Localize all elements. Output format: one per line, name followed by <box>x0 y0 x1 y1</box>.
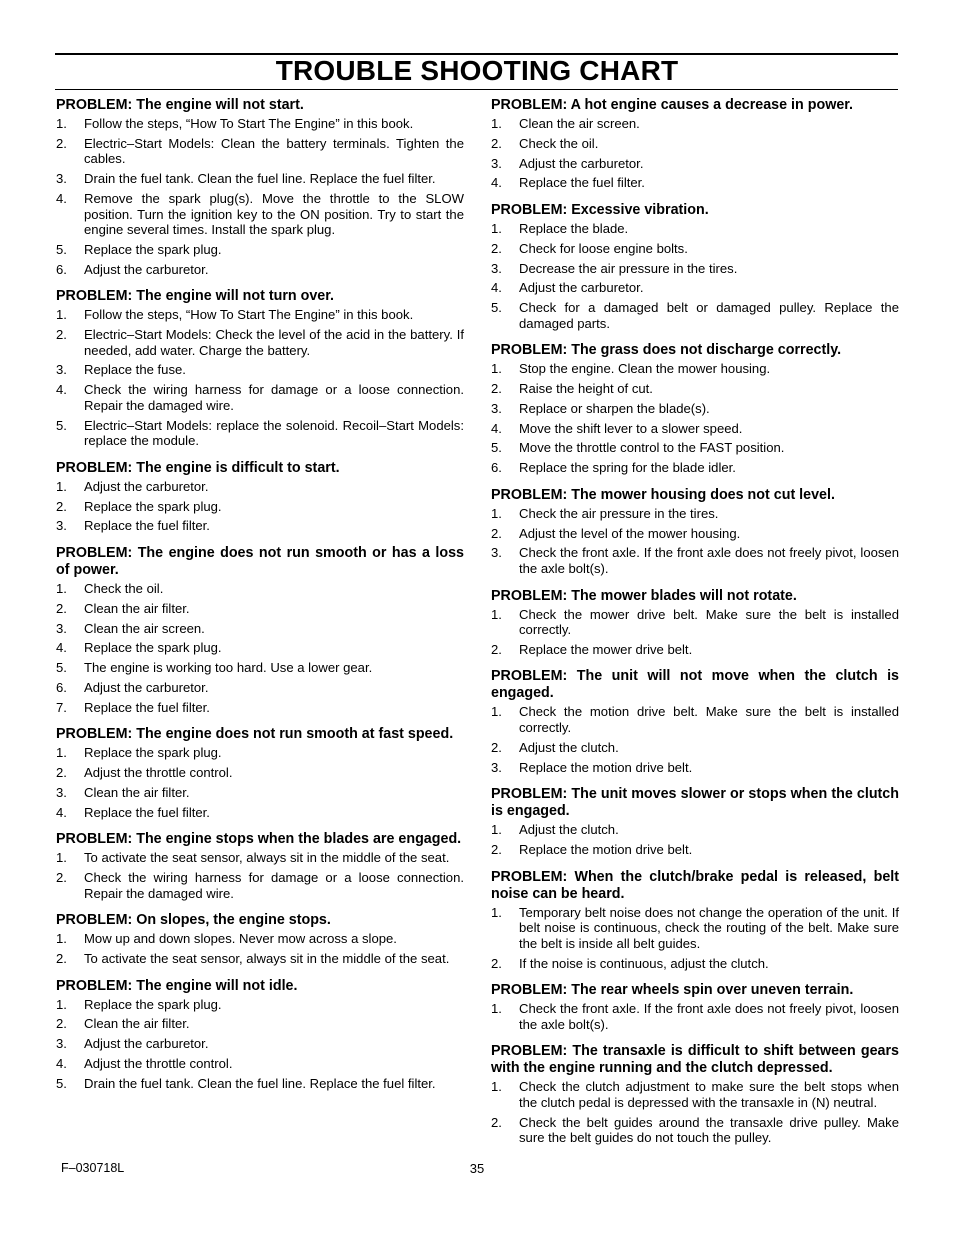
solution-item <box>491 740 899 756</box>
solution-number: 2. <box>56 869 67 885</box>
solution-item <box>56 850 464 866</box>
solution-number: 2. <box>491 240 502 256</box>
solution-item <box>56 700 464 716</box>
problem-heading: PROBLEM: The rear wheels spin over uneven terrain. <box>491 982 854 999</box>
solution-list <box>491 704 899 775</box>
solution-item <box>56 581 464 597</box>
solution-text: Adjust the carburetor. <box>84 679 209 695</box>
solution-text: Check the wiring harness for damage or a loose connection. Repair the damaged wire. <box>84 382 464 413</box>
solution-number: 3. <box>491 400 502 416</box>
solution-item <box>56 805 464 821</box>
solution-item <box>56 997 464 1013</box>
solution-list <box>56 997 464 1092</box>
solution-item <box>56 1076 464 1092</box>
solution-number: 3. <box>56 362 67 378</box>
solution-number: 5. <box>56 660 67 676</box>
solution-number: 3. <box>56 784 67 800</box>
problem-section <box>56 726 464 820</box>
problem-heading: PROBLEM: The grass does not discharge correctly. <box>491 342 842 359</box>
solution-list <box>56 931 464 966</box>
solution-text: Adjust the throttle control. <box>84 1055 233 1071</box>
solution-list <box>491 1001 899 1032</box>
solution-number: 4. <box>491 420 502 436</box>
solution-list <box>491 221 899 331</box>
solution-item <box>491 116 899 132</box>
solution-item <box>56 621 464 637</box>
solution-number: 1. <box>56 478 67 494</box>
problem-heading: PROBLEM: The engine does not run smooth at fast speed. <box>56 726 454 743</box>
solution-text: Check the mower drive belt. Make sure the belt is installed correctly. <box>519 606 899 638</box>
solution-item <box>56 327 464 358</box>
solution-text: To activate the seat sensor, always sit in the middle of the seat. <box>84 950 450 966</box>
solution-number: 4. <box>56 190 67 206</box>
problem-section <box>491 668 899 775</box>
solution-item <box>491 221 899 237</box>
solution-number: 6. <box>56 261 67 277</box>
solution-number: 2. <box>491 641 502 657</box>
solution-list <box>491 506 899 577</box>
problem-section <box>491 786 899 857</box>
solution-number: 2. <box>56 950 67 966</box>
solution-text: Adjust the carburetor. <box>519 155 644 171</box>
problem-heading: PROBLEM: The mower blades will not rotate. <box>491 587 797 604</box>
solution-item <box>56 382 464 413</box>
solution-item <box>56 191 464 238</box>
solution-text: Adjust the carburetor. <box>84 261 209 277</box>
solution-text: Check the oil. <box>84 580 164 596</box>
solution-text: Remove the spark plug(s). Move the throttle to the SLOW position. Turn the ignition key to the ON position. Try to start the engine several times. Install the spark plug. <box>84 190 464 238</box>
solution-item <box>491 261 899 277</box>
solution-number: 1. <box>491 1079 502 1095</box>
solution-text: Electric–Start Models: Clean the battery terminals. Tighten the cables. <box>84 135 464 167</box>
solution-item <box>56 362 464 378</box>
solution-number: 6. <box>56 679 67 695</box>
solution-item <box>491 506 899 522</box>
problem-section <box>491 1043 899 1146</box>
problem-section <box>491 97 899 191</box>
solution-item <box>56 601 464 617</box>
solution-list <box>56 850 464 901</box>
solution-number: 1. <box>491 1001 502 1017</box>
solution-number: 2. <box>491 525 502 541</box>
solution-number: 2. <box>491 739 502 755</box>
solution-text: If the noise is continuous, adjust the clutch. <box>519 955 769 971</box>
solution-number: 3. <box>491 759 502 775</box>
solution-text: Adjust the throttle control. <box>84 765 233 780</box>
solution-list <box>491 822 899 857</box>
page-title: TROUBLE SHOOTING CHART <box>275 55 679 86</box>
solution-number: 5. <box>56 1075 67 1091</box>
solution-item <box>56 785 464 801</box>
solution-item <box>491 842 899 858</box>
solution-text: Adjust the carburetor. <box>84 478 209 494</box>
solution-text: Clean the air screen. <box>84 620 205 636</box>
solution-text: Adjust the clutch. <box>519 822 619 838</box>
solution-item <box>491 381 899 397</box>
solution-number: 1. <box>56 931 67 947</box>
solution-number: 4. <box>56 382 67 398</box>
solution-text: Mow up and down slopes. Never mow across a slope. <box>84 931 397 947</box>
solution-number: 5. <box>56 241 67 257</box>
problem-section <box>56 288 464 449</box>
problem-heading: PROBLEM: The engine is difficult to start. <box>56 459 340 476</box>
solution-number: 1. <box>491 505 502 521</box>
solution-text: Replace the motion drive belt. <box>519 842 693 857</box>
solution-item <box>491 1115 899 1146</box>
problem-heading: PROBLEM: The engine will not idle. <box>56 977 298 994</box>
solution-item <box>56 418 464 449</box>
solution-item <box>56 171 464 187</box>
solution-text: Check the belt guides around the transaxle drive pulley. Make sure the belt guides do not touch the pulley. <box>519 1114 899 1146</box>
solution-item <box>491 300 899 331</box>
solution-number: 2. <box>491 381 502 397</box>
solution-number: 2. <box>491 1114 502 1130</box>
solution-item <box>491 526 899 542</box>
solution-number: 1. <box>56 996 67 1012</box>
problem-heading: PROBLEM: The engine will not start. <box>56 97 304 113</box>
solution-number: 1. <box>491 822 502 838</box>
problem-heading: PROBLEM: When the clutch/brake pedal is released, belt noise can be heard. <box>491 868 899 902</box>
solution-text: Replace the spark plug. <box>84 498 222 514</box>
solution-text: Move the shift lever to a slower speed. <box>519 420 743 436</box>
problem-section <box>491 202 899 331</box>
solution-text: Clean the air filter. <box>84 1016 190 1032</box>
solution-text: Clean the air screen. <box>519 116 640 131</box>
solution-item <box>56 765 464 781</box>
solution-item <box>491 241 899 257</box>
solution-item <box>491 822 899 838</box>
solution-item <box>491 1001 899 1032</box>
solution-number: 2. <box>491 955 502 971</box>
solution-item <box>56 640 464 656</box>
solution-text: Replace the blade. <box>519 220 629 236</box>
solution-text: Move the throttle control to the FAST position. <box>519 440 785 456</box>
solution-item <box>491 440 899 456</box>
solution-text: Replace the spark plug. <box>84 745 222 761</box>
solution-item <box>491 156 899 172</box>
problem-heading: PROBLEM: The mower housing does not cut level. <box>491 486 835 503</box>
problem-section <box>491 982 899 1032</box>
problem-heading: PROBLEM: The engine will not turn over. <box>56 288 335 305</box>
solution-item <box>56 870 464 901</box>
solution-number: 1. <box>56 307 67 323</box>
solution-number: 2. <box>491 842 502 857</box>
solution-item <box>56 951 464 967</box>
problem-heading: PROBLEM: The engine does not run smooth or has a loss of power. <box>56 544 464 578</box>
solution-text: Follow the steps, “How To Start The Engine” in this book. <box>84 307 414 323</box>
solution-text: Replace the spark plug. <box>84 996 222 1012</box>
solution-item <box>56 931 464 947</box>
solution-item <box>56 660 464 676</box>
solution-number: 1. <box>56 745 67 761</box>
right-column <box>491 97 899 1157</box>
solution-item <box>491 905 899 952</box>
solution-text: Check for a damaged belt or damaged pulley. Replace the damaged parts. <box>519 300 899 331</box>
solution-text: Decrease the air pressure in the tires. <box>519 260 738 276</box>
solution-item <box>56 116 464 132</box>
solution-item <box>56 479 464 495</box>
solution-text: Temporary belt noise does not change the operation of the unit. If belt noise is continuous, check the routing of the belt. Make sure the belt is inside all belt guides. <box>519 904 899 951</box>
solution-list <box>56 479 464 534</box>
solution-item <box>491 760 899 776</box>
solution-number: 3. <box>56 1036 67 1052</box>
problem-heading: PROBLEM: The unit moves slower or stops when the clutch is engaged. <box>491 786 899 820</box>
solution-number: 4. <box>491 175 502 191</box>
solution-item <box>56 745 464 761</box>
solution-number: 1. <box>491 220 502 236</box>
solution-item <box>491 545 899 576</box>
solution-number: 2. <box>56 327 67 343</box>
solution-text: Replace the fuel filter. <box>519 175 645 191</box>
solution-number: 5. <box>56 417 67 433</box>
solution-number: 2. <box>56 765 67 780</box>
solution-number: 3. <box>491 155 502 171</box>
solution-number: 2. <box>56 1016 67 1032</box>
problem-section <box>491 588 899 658</box>
problem-section <box>56 978 464 1092</box>
problem-section <box>491 342 899 476</box>
solution-item <box>491 280 899 296</box>
solution-number: 6. <box>491 460 502 476</box>
solution-text: Replace the motion drive belt. <box>519 759 693 775</box>
solution-text: Replace the fuel filter. <box>84 518 210 534</box>
solution-item <box>491 1079 899 1110</box>
solution-item <box>56 499 464 515</box>
solution-text: Replace the fuel filter. <box>84 699 210 715</box>
page-number: 35 <box>469 1161 485 1176</box>
solution-number: 1. <box>491 904 502 920</box>
problem-section <box>491 869 899 972</box>
problem-section <box>491 487 899 577</box>
solution-text: Replace the spring for the blade idler. <box>519 460 736 476</box>
solution-item <box>491 642 899 658</box>
solution-text: Replace the mower drive belt. <box>519 641 693 657</box>
solution-text: To activate the seat sensor, always sit in the middle of the seat. <box>84 850 450 866</box>
solution-number: 3. <box>56 171 67 187</box>
solution-text: Electric–Start Models: Check the level of the acid in the battery. If needed, add water. Charge the battery. <box>84 327 464 358</box>
solution-text: Adjust the clutch. <box>519 739 619 755</box>
solution-number: 2. <box>491 135 502 151</box>
solution-list <box>56 116 464 277</box>
problem-heading: PROBLEM: The unit will not move when the clutch is engaged. <box>491 668 899 702</box>
solution-text: Raise the height of cut. <box>519 381 653 397</box>
problem-heading: PROBLEM: A hot engine causes a decrease in power. <box>491 97 854 113</box>
document-code: F–030718L <box>61 1161 125 1175</box>
solution-item <box>56 1016 464 1032</box>
solution-item <box>491 175 899 191</box>
solution-text: Replace the spark plug. <box>84 241 222 257</box>
solution-item <box>56 242 464 258</box>
solution-item <box>491 421 899 437</box>
solution-text: Check for loose engine bolts. <box>519 240 688 256</box>
solution-list <box>491 116 899 191</box>
problem-section <box>56 545 464 715</box>
solution-text: Clean the air filter. <box>84 784 190 800</box>
solution-item <box>56 1036 464 1052</box>
title-rule-bottom <box>55 89 898 90</box>
solution-text: Follow the steps, “How To Start The Engine” in this book. <box>84 116 414 131</box>
solution-item <box>56 518 464 534</box>
solution-text: Adjust the level of the mower housing. <box>519 525 741 541</box>
solution-number: 1. <box>491 116 502 131</box>
solution-text: Check the wiring harness for damage or a loose connection. Repair the damaged wire. <box>84 869 464 901</box>
solution-text: Check the front axle. If the front axle does not freely pivot, loosen the axle bolt(s). <box>519 1001 899 1032</box>
solution-number: 5. <box>491 440 502 456</box>
solution-list <box>491 905 899 972</box>
solution-text: Drain the fuel tank. Clean the fuel line. Replace the fuel filter. <box>84 171 436 187</box>
solution-number: 4. <box>491 280 502 296</box>
solution-item <box>491 460 899 476</box>
solution-list <box>491 361 899 476</box>
problem-heading: PROBLEM: The engine stops when the blades are engaged. <box>56 831 462 848</box>
solution-number: 3. <box>56 518 67 534</box>
solution-item <box>491 136 899 152</box>
solution-number: 2. <box>56 600 67 616</box>
solution-item <box>491 956 899 972</box>
problem-heading: PROBLEM: Excessive vibration. <box>491 201 709 218</box>
problem-section <box>56 460 464 534</box>
solution-text: Drain the fuel tank. Clean the fuel line. Replace the fuel filter. <box>84 1075 436 1091</box>
solution-list <box>56 307 464 449</box>
solution-text: Check the oil. <box>519 135 599 151</box>
solution-number: 1. <box>491 606 502 622</box>
solution-number: 1. <box>491 704 502 720</box>
solution-text: Replace the spark plug. <box>84 640 222 656</box>
solution-item <box>491 607 899 638</box>
left-column <box>56 97 464 1102</box>
solution-text: Stop the engine. Clean the mower housing. <box>519 361 771 377</box>
solution-number: 1. <box>56 116 67 131</box>
solution-number: 4. <box>56 804 67 820</box>
solution-text: Clean the air filter. <box>84 600 190 616</box>
problem-section <box>56 912 464 966</box>
solution-item <box>56 262 464 278</box>
solution-item <box>491 401 899 417</box>
solution-number: 1. <box>56 850 67 866</box>
solution-number: 2. <box>56 498 67 514</box>
solution-text: Replace the fuse. <box>84 362 186 378</box>
problem-heading: PROBLEM: The transaxle is difficult to shift between gears with the engine running and the clutch depressed. <box>491 1043 899 1077</box>
solution-number: 3. <box>491 260 502 276</box>
solution-item <box>56 307 464 323</box>
problem-heading: PROBLEM: On slopes, the engine stops. <box>56 912 331 929</box>
solution-number: 3. <box>56 620 67 636</box>
solution-text: Adjust the carburetor. <box>519 280 644 296</box>
solution-list <box>491 607 899 658</box>
solution-number: 3. <box>491 545 502 561</box>
solution-text: Check the clutch adjustment to make sure the belt stops when the clutch pedal is depressed with the transaxle in (N) neutral. <box>519 1079 899 1110</box>
solution-list <box>56 581 464 715</box>
solution-number: 1. <box>56 580 67 596</box>
solution-number: 1. <box>491 361 502 377</box>
solution-number: 2. <box>56 135 67 151</box>
solution-text: Check the front axle. If the front axle does not freely pivot, loosen the axle bolt(s). <box>519 545 899 576</box>
solution-text: Check the air pressure in the tires. <box>519 505 719 521</box>
solution-number: 4. <box>56 640 67 656</box>
solution-list <box>56 745 464 820</box>
solution-number: 7. <box>56 699 67 715</box>
solution-item <box>491 361 899 377</box>
solution-text: Replace or sharpen the blade(s). <box>519 400 710 416</box>
solution-item <box>56 680 464 696</box>
solution-number: 4. <box>56 1055 67 1071</box>
solution-text: The engine is working too hard. Use a lower gear. <box>84 660 373 676</box>
problem-section <box>56 831 464 901</box>
problem-section <box>56 97 464 277</box>
solution-text: Replace the fuel filter. <box>84 804 210 820</box>
solution-item <box>56 1056 464 1072</box>
solution-item <box>491 704 899 735</box>
solution-list <box>491 1079 899 1146</box>
solution-item <box>56 136 464 167</box>
solution-text: Check the motion drive belt. Make sure the belt is installed correctly. <box>519 704 899 736</box>
solution-text: Adjust the carburetor. <box>84 1036 209 1052</box>
solution-number: 5. <box>491 300 502 316</box>
solution-text: Electric–Start Models: replace the solenoid. Recoil–Start Models: replace the module. <box>84 417 464 449</box>
